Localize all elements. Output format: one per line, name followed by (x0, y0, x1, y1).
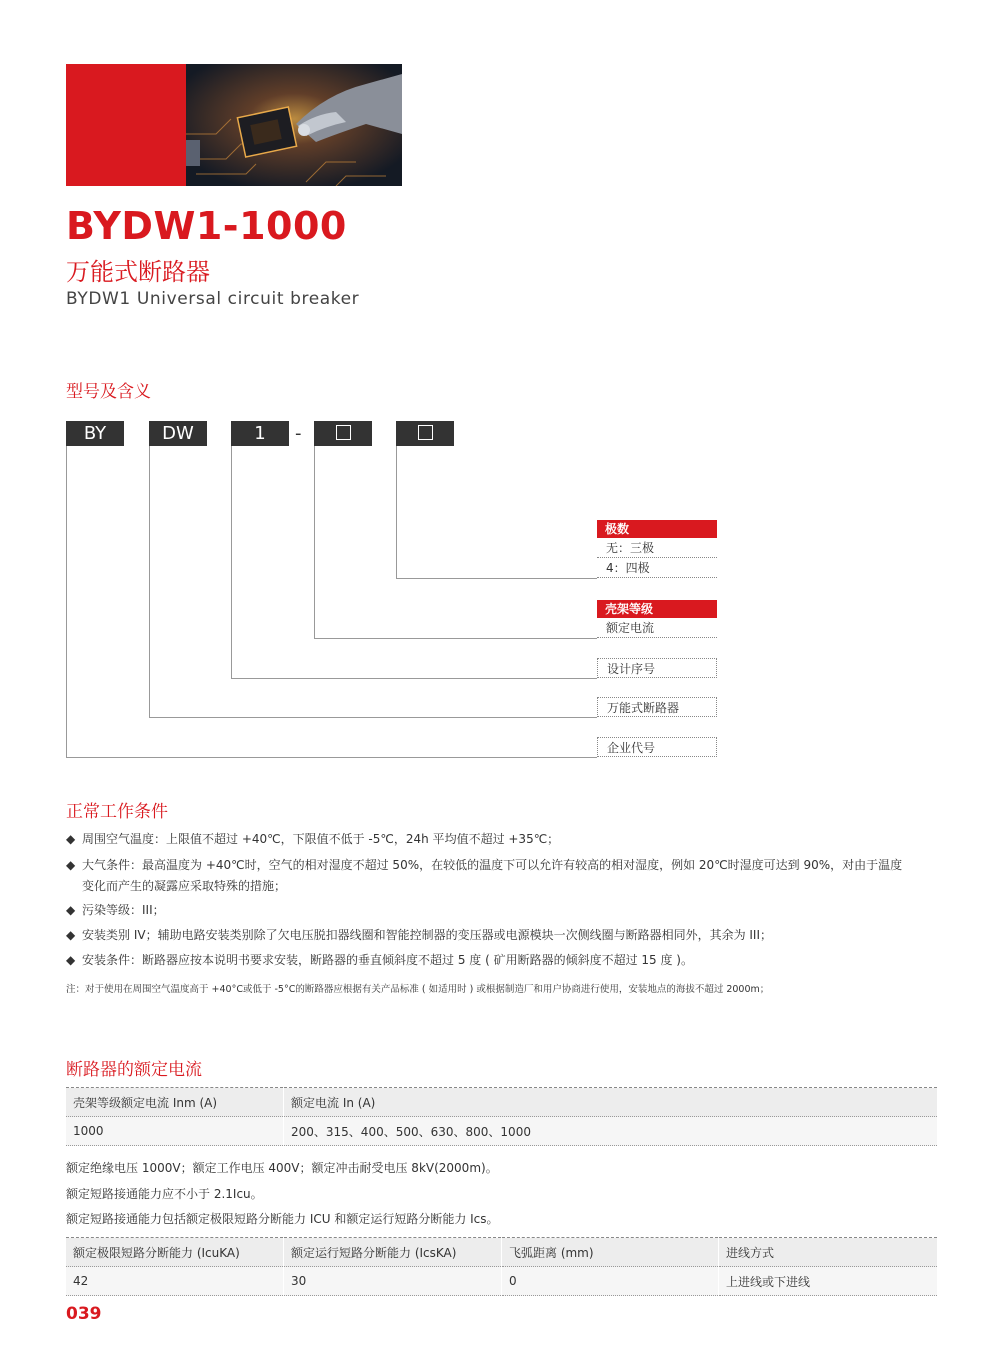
product-model-title: BYDW1-1000 (66, 204, 347, 248)
table-header-cell: 额定极限短路分断能力 (IcuKA) (66, 1238, 284, 1267)
label-poles-title: 极数 (597, 520, 717, 538)
condition-item: ◆ 大气条件：最高温度为 +40℃时，空气的相对湿度不超过 50%，在较低的温度下可以允许有较高的相对湿度，例如 20℃时湿度可达到 90%，对由于温度 变化而产生的凝露应采取特殊的措施； (66, 855, 946, 897)
diamond-bullet-icon: ◆ (66, 953, 76, 967)
code-box-by: BY (66, 421, 124, 446)
connector-line (231, 678, 597, 679)
table-header-cell: 壳架等级额定电流 Inm (A) (66, 1088, 284, 1117)
table-cell: 1000 (66, 1117, 284, 1146)
code-dash: - (295, 423, 302, 444)
connector-line (396, 578, 597, 579)
condition-item: ◆ 周围空气温度：上限值不超过 +40℃，下限值不低于 -5℃，24h 平均值不超过 +35℃； (66, 829, 946, 850)
rated-current-heading: 断路器的额定电流 (66, 1060, 202, 1080)
table-cell: 上进线或下进线 (719, 1267, 938, 1296)
table-cell: 200、315、400、500、630、800、1000 (284, 1117, 938, 1146)
table-header-cell: 进线方式 (719, 1238, 938, 1267)
label-poles-row: 无：三极 (597, 539, 717, 558)
model-section-heading: 型号及含义 (66, 382, 151, 402)
rated-paragraph: 额定短路接通能力应不小于 2.1Icu。 (66, 1187, 263, 1201)
header-red-block (66, 64, 186, 186)
code-box-1: 1 (231, 421, 289, 446)
table-cell: 30 (284, 1267, 502, 1296)
condition-item: ◆ 安装类别 IV；辅助电路安装类别除了欠电压脱扣器线圈和智能控制器的变压器或电源模块一次侧线圈与断路器相同外，其余为 III； (66, 925, 946, 946)
table-cell: 42 (66, 1267, 284, 1296)
diamond-bullet-icon: ◆ (66, 903, 76, 917)
connector-line (149, 717, 597, 718)
code-box-poles (396, 421, 454, 446)
table-header-cell: 额定电流 In (A) (284, 1088, 938, 1117)
label-product-type: 万能式断路器 (597, 697, 717, 717)
table-header-row (66, 1088, 937, 1117)
label-company-code: 企业代号 (597, 737, 717, 757)
product-title-en: BYDW1 Universal circuit breaker (66, 289, 360, 309)
connector-line (396, 446, 397, 578)
diamond-bullet-icon: ◆ (66, 832, 76, 846)
connector-line (66, 446, 67, 757)
table-header-cell: 额定运行短路分断能力 (IcsKA) (284, 1238, 502, 1267)
connector-line (314, 446, 315, 638)
placeholder-square-icon (418, 425, 433, 440)
condition-item: ◆ 安装条件：断路器应按本说明书要求安装，断路器的垂直倾斜度不超过 5 度 ( 矿用断路器的倾斜度不超过 15 度 )。 (66, 950, 946, 971)
condition-item: ◆ 污染等级：III； (66, 900, 946, 921)
connector-line (66, 757, 597, 758)
table-row (66, 1117, 937, 1146)
table-header-cell: 飞弧距离 (mm) (502, 1238, 719, 1267)
label-design-number: 设计序号 (597, 658, 717, 678)
rated-paragraph: 额定短路接通能力包括额定极限短路分断能力 ICU 和额定运行短路分断能力 Ics。 (66, 1212, 499, 1226)
code-box-dw: DW (149, 421, 207, 446)
label-frame-row: 额定电流 (597, 619, 717, 638)
rated-paragraph: 额定绝缘电压 1000V；额定工作电压 400V；额定冲击耐受电压 8kV(2000m)。 (66, 1161, 498, 1175)
diamond-bullet-icon: ◆ (66, 928, 76, 942)
breaking-capacity-table (66, 1237, 937, 1296)
table-row (66, 1267, 937, 1296)
rated-current-table (66, 1087, 937, 1146)
connector-line (231, 446, 232, 678)
placeholder-square-icon (336, 425, 351, 440)
conditions-note: 注：对于使用在周围空气温度高于 +40°C或低于 -5°C的断路器应根据有关产品标准 ( 如适用时 ) 或根据制造厂和用户协商进行使用，安装地点的海拔不超过 2000m； (66, 984, 770, 995)
page-number: 039 (66, 1304, 102, 1324)
header-robot-chip-image (186, 64, 402, 186)
product-title-cn: 万能式断路器 (66, 258, 210, 286)
code-box-frame (314, 421, 372, 446)
conditions-heading: 正常工作条件 (66, 802, 168, 822)
diamond-bullet-icon: ◆ (66, 858, 76, 872)
condition-item-continuation: 变化而产生的凝露应采取特殊的措施； (82, 879, 287, 893)
connector-line (314, 638, 597, 639)
connector-line (149, 446, 150, 717)
label-frame-title: 壳架等级 (597, 600, 717, 618)
table-cell: 0 (502, 1267, 719, 1296)
label-poles-row: 4：四极 (597, 559, 717, 578)
table-header-row (66, 1238, 937, 1267)
